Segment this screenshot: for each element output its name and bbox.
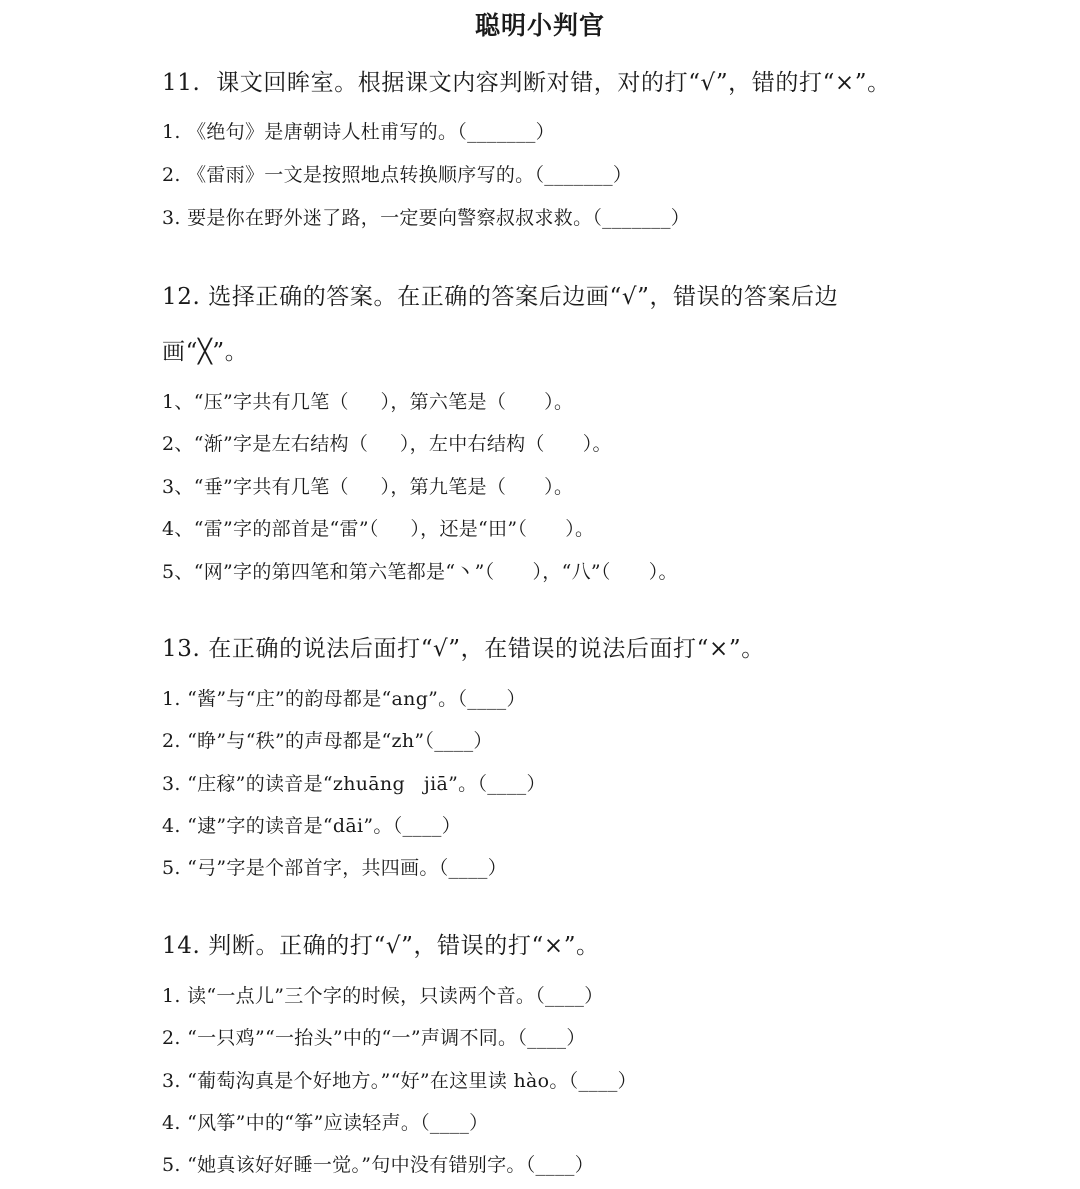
section-13-item-4: 4. “逮”字的读音是“dāi”。（____）: [162, 815, 461, 837]
section-11-item-3: 3. 要是你在野外迷了路，一定要向警察叔叔求救。（_______）: [162, 207, 691, 229]
section-12-item-3: 3、“垂”字共有几笔（ ），第九笔是（ ）。: [162, 476, 574, 498]
section-14-item-5: 5. “她真该好好睡一觉。”句中没有错别字。（____）: [162, 1154, 594, 1176]
section-11-item-1: 1. 《绝句》是唐朝诗人杜甫写的。（_______）: [162, 121, 555, 143]
section-12-heading: 12. 选择正确的答案。在正确的答案后边画“√”，错误的答案后边: [162, 284, 839, 310]
section-13-item-1: 1. “酱”与“庄”的韵母都是“ang”。（____）: [162, 688, 526, 710]
section-14-item-1: 1. 读“一点儿”三个字的时候，只读两个音。（____）: [162, 985, 604, 1007]
section-14-item-3: 3. “葡萄沟真是个好地方。”“好”在这里读 hào。（____）: [162, 1070, 637, 1092]
section-14-item-4: 4. “风筝”中的“筝”应读轻声。（____）: [162, 1112, 489, 1134]
section-13-item-5: 5. “弓”字是个部首字，共四画。（____）: [162, 857, 507, 879]
section-12-item-4: 4、“雷”字的部首是“雷”（ ），还是“田”（ ）。: [162, 518, 595, 540]
section-12-heading-continuation: 画“╳”。: [162, 339, 249, 365]
section-11-item-2: 2. 《雷雨》一文是按照地点转换顺序写的。（_______）: [162, 164, 633, 186]
section-13-item-2: 2. “睁”与“秩”的声母都是“zh”（____）: [162, 730, 493, 752]
section-13-heading: 13. 在正确的说法后面打“√”，在错误的说法后面打“×”。: [162, 636, 765, 662]
section-14-heading: 14. 判断。正确的打“√”，错误的打“×”。: [162, 933, 600, 959]
section-12-item-5: 5、“网”字的第四笔和第六笔都是“丶”（ ），“八”（ ）。: [162, 561, 678, 583]
section-13-item-3: 3. “庄稼”的读音是“zhuāng jiā”。（____）: [162, 773, 546, 795]
section-12-item-1: 1、“压”字共有几笔（ ），第六笔是（ ）。: [162, 391, 574, 413]
section-12-item-2: 2、“渐”字是左右结构（ ），左中右结构（ ）。: [162, 433, 612, 455]
page-title: 聪明小判官: [474, 11, 605, 40]
section-11-heading: 11. 课文回眸室。根据课文内容判断对错，对的打“√”，错的打“×”。: [162, 70, 891, 96]
section-14-item-2: 2. “一只鸡”“一抬头”中的“一”声调不同。（____）: [162, 1027, 586, 1049]
